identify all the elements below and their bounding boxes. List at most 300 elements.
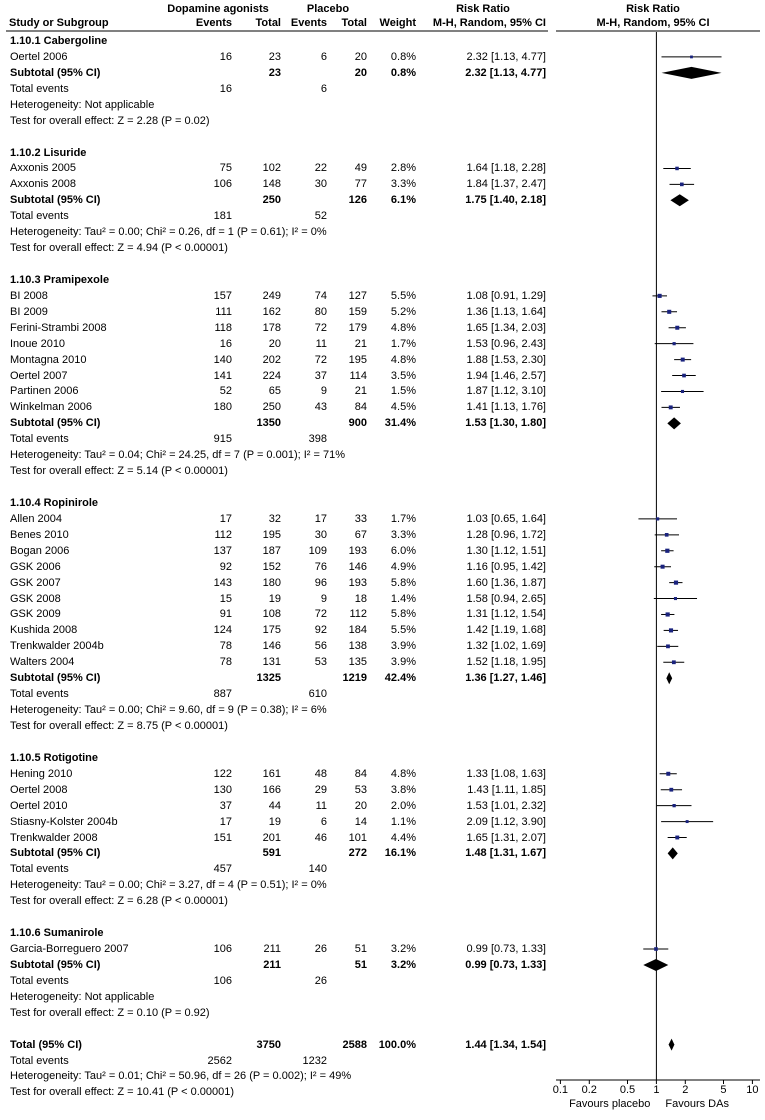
study-row-label: Benes 2010 <box>10 528 69 541</box>
pooled-diamond <box>666 672 672 684</box>
events-row-label: Total events <box>10 433 69 446</box>
effect-marker <box>661 565 665 569</box>
effect-marker <box>669 405 673 409</box>
pooled-diamond <box>667 417 681 429</box>
study-row-t1: 224 <box>262 369 281 382</box>
study-row-e1: 143 <box>213 576 232 589</box>
note-row-label: Test for overall effect: Z = 5.14 (P < 0.00001) <box>10 465 228 478</box>
events-row-label: Total events <box>10 210 69 223</box>
x-axis <box>556 32 760 1084</box>
pooled-diamond <box>669 1039 675 1051</box>
study-row-e1: 180 <box>213 401 232 414</box>
study-row-e2: 6 <box>320 50 327 63</box>
subtotal-row-t1: 1350 <box>256 417 281 430</box>
study-row-label: BI 2008 <box>10 289 48 302</box>
events-row-label: Total events <box>10 863 69 876</box>
ctrl-group-header: Placebo <box>306 3 350 15</box>
study-row-ci: 0.99 [0.73, 1.33] <box>466 943 546 955</box>
exp-total-header: Total <box>255 17 281 29</box>
study-row-e2: 37 <box>314 369 327 382</box>
ctrl-total-header: Total <box>341 17 367 29</box>
subtotal-row-t1: 23 <box>268 66 281 79</box>
study-row-w: 4.8% <box>390 767 416 780</box>
subtotal-row-ci: 1.44 [1.34, 1.54] <box>465 1038 546 1051</box>
study-row-ci: 1.03 [0.65, 1.64] <box>466 512 546 525</box>
study-row-w: 6.0% <box>390 544 416 557</box>
study-row-e2: 22 <box>314 162 327 175</box>
study-row-label: Axxonis 2008 <box>10 178 77 191</box>
study-row-t2: 49 <box>354 162 367 175</box>
study-row-w: 2.0% <box>390 799 416 812</box>
subtotal-row-t1: 1325 <box>256 672 281 685</box>
study-row-t1: 175 <box>262 624 281 637</box>
study-row-t2: 51 <box>354 943 367 955</box>
study-row-label: Oertel 2007 <box>10 369 68 382</box>
study-row-w: 1.7% <box>390 337 416 350</box>
study-row-t2: 159 <box>348 305 367 318</box>
effect-marker <box>672 804 675 807</box>
group-row-label: 1.10.6 Sumanirole <box>10 927 104 940</box>
study-row-e2: 29 <box>314 783 327 796</box>
x-tick-label: 1 <box>653 1084 660 1096</box>
group-row-label: 1.10.1 Cabergoline <box>10 35 108 47</box>
effect-marker <box>681 358 685 362</box>
study-row-e1: 16 <box>219 337 232 350</box>
subtotal-row-w: 3.2% <box>390 958 416 971</box>
study-row-w: 3.2% <box>390 943 416 955</box>
study-row-e1: 141 <box>213 369 232 382</box>
study-row-t1: 211 <box>263 943 281 955</box>
events-row-e2: 140 <box>308 863 327 876</box>
study-row-t1: 65 <box>268 385 281 398</box>
study-row-t1: 187 <box>262 544 281 557</box>
study-row-e2: 76 <box>314 560 327 573</box>
study-row-e1: 122 <box>213 767 232 780</box>
favours-right-label: Favours DAs <box>665 1098 729 1110</box>
study-row-label: Trenkwalder 2004b <box>10 640 104 653</box>
study-row-label: GSK 2009 <box>10 608 61 621</box>
study-row-e1: 140 <box>213 353 232 366</box>
study-row-ci: 1.65 [1.34, 2.03] <box>466 321 546 334</box>
effect-marker <box>666 644 670 648</box>
study-row-t2: 20 <box>354 50 367 63</box>
study-row-e1: 52 <box>219 385 232 398</box>
study-row-ci: 1.30 [1.12, 1.51] <box>466 544 546 557</box>
study-row-t1: 250 <box>262 401 281 414</box>
x-tick-label: 0.1 <box>552 1084 569 1096</box>
study-row-t2: 21 <box>354 385 367 398</box>
effect-marker <box>674 581 678 585</box>
subtotal-row-ci: 2.32 [1.13, 4.77] <box>465 66 546 79</box>
study-header: Study or Subgroup <box>9 17 109 29</box>
study-row-t1: 146 <box>262 640 281 653</box>
study-row-e1: 111 <box>215 305 232 318</box>
study-row-t1: 44 <box>268 799 281 812</box>
subtotal-row-t2: 1219 <box>342 672 367 685</box>
study-row-e2: 17 <box>314 512 327 525</box>
study-row-w: 5.2% <box>390 305 416 318</box>
events-row-label: Total events <box>10 1054 69 1067</box>
note-row-label: Heterogeneity: Tau² = 0.00; Chi² = 0.26, df = 1 (P = 0.61); I² = 0% <box>10 226 327 239</box>
subtotal-row-label: Subtotal (95% CI) <box>10 672 101 685</box>
study-row-t1: 202 <box>262 353 281 366</box>
study-row-w: 0.8% <box>390 50 416 63</box>
subtotal-row-label: Subtotal (95% CI) <box>10 194 101 207</box>
rr-plot-title-header: Risk Ratio <box>626 3 680 15</box>
study-row-e1: 78 <box>219 656 232 669</box>
events-row-e1: 2562 <box>207 1054 232 1067</box>
study-row-w: 5.5% <box>390 624 416 637</box>
effect-marker <box>675 326 679 330</box>
study-row-label: Axxonis 2005 <box>10 162 77 175</box>
study-row-e2: 48 <box>314 767 327 780</box>
events-row-e1: 457 <box>213 863 232 876</box>
study-row-t1: 180 <box>262 576 281 589</box>
study-row-label: Oertel 2010 <box>10 799 68 812</box>
study-row-label: Bogan 2006 <box>10 544 70 557</box>
study-row-e1: 16 <box>219 50 232 63</box>
ctrl-events-header: Events <box>290 17 327 29</box>
study-row-e1: 75 <box>219 162 232 175</box>
study-row-e2: 43 <box>314 401 327 414</box>
study-row-w: 1.1% <box>390 815 416 828</box>
group-row-label: 1.10.2 Lisuride <box>10 146 87 159</box>
study-row-e1: 91 <box>219 608 232 621</box>
subtotal-row-label: Total (95% CI) <box>10 1038 82 1051</box>
note-row-label: Test for overall effect: Z = 4.94 (P < 0.00001) <box>10 242 228 255</box>
study-row-w: 5.8% <box>390 608 416 621</box>
effect-marker <box>675 167 679 171</box>
study-row-e2: 53 <box>314 656 327 669</box>
study-row-e1: 17 <box>219 512 232 525</box>
study-row-ci: 1.36 [1.13, 1.64] <box>466 305 546 318</box>
study-row-w: 4.4% <box>390 831 416 844</box>
subtotal-row-t2: 272 <box>348 847 367 860</box>
study-row-label: BI 2009 <box>10 305 48 318</box>
effect-marker <box>669 788 673 792</box>
study-row-t2: 127 <box>348 289 367 302</box>
study-row-label: GSK 2006 <box>10 560 61 573</box>
weight-header: Weight <box>379 17 416 29</box>
subtotal-row-label: Subtotal (95% CI) <box>10 958 101 971</box>
subtotal-row-t2: 900 <box>348 417 367 430</box>
favours-left-label: Favours placebo <box>569 1098 651 1110</box>
plot-marks <box>638 56 721 1051</box>
study-row-e2: 26 <box>314 943 327 955</box>
study-row-t2: 14 <box>354 815 367 828</box>
group-row-label: 1.10.3 Pramipexole <box>10 273 110 286</box>
study-row-t1: 131 <box>262 656 281 669</box>
study-row-label: GSK 2007 <box>10 576 61 589</box>
study-row-t2: 21 <box>354 337 367 350</box>
study-row-t1: 20 <box>268 337 281 350</box>
pooled-diamond <box>661 67 721 79</box>
study-row-label: Allen 2004 <box>10 512 62 525</box>
study-row-ci: 1.53 [0.96, 2.43] <box>466 337 546 350</box>
subtotal-row-t1: 250 <box>262 194 281 207</box>
study-row-t2: 77 <box>354 178 367 191</box>
rr-plot-method-header: M-H, Random, 95% CI <box>596 17 710 29</box>
subtotal-row-w: 100.0% <box>378 1038 416 1051</box>
subtotal-row-label: Subtotal (95% CI) <box>10 417 101 430</box>
study-row-t1: 162 <box>262 305 281 318</box>
study-row-label: Trenkwalder 2008 <box>10 831 98 844</box>
study-row-label: Inoue 2010 <box>10 337 66 350</box>
study-row-e2: 92 <box>314 624 327 637</box>
effect-marker <box>680 183 684 187</box>
study-row-e2: 11 <box>315 799 327 812</box>
note-row-label: Test for overall effect: Z = 2.28 (P = 0.02) <box>10 114 210 127</box>
subtotal-row-w: 31.4% <box>384 417 416 430</box>
study-row-t1: 102 <box>262 162 281 175</box>
study-row-w: 1.4% <box>390 592 416 605</box>
study-row-ci: 1.60 [1.36, 1.87] <box>466 576 546 589</box>
note-row-label: Test for overall effect: Z = 8.75 (P < 0.00001) <box>10 719 228 732</box>
study-row-t2: 53 <box>354 783 367 796</box>
study-row-t1: 23 <box>268 50 281 63</box>
study-row-e1: 137 <box>213 544 232 557</box>
events-row-e1: 181 <box>213 210 232 223</box>
study-row-e1: 15 <box>219 592 232 605</box>
effect-marker <box>669 628 673 632</box>
study-row-e1: 151 <box>213 831 232 844</box>
study-row-w: 4.8% <box>390 321 416 334</box>
study-row-ci: 1.33 [1.08, 1.63] <box>466 767 546 780</box>
x-tick-label: 2 <box>682 1084 689 1096</box>
study-row-label: Oertel 2008 <box>10 783 68 796</box>
subtotal-row-t1: 211 <box>263 958 281 971</box>
study-row-label: Oertel 2006 <box>10 50 68 63</box>
study-row-ci: 1.64 [1.18, 2.28] <box>466 162 546 175</box>
study-row-e1: 124 <box>213 624 232 637</box>
study-row-e2: 109 <box>308 544 327 557</box>
note-row-label: Heterogeneity: Not applicable <box>10 990 155 1003</box>
study-row-e2: 6 <box>320 815 327 828</box>
effect-marker <box>666 772 670 776</box>
study-row-t2: 101 <box>348 831 367 844</box>
study-row-w: 3.3% <box>390 528 416 541</box>
events-row-label: Total events <box>10 974 69 987</box>
subtotal-row-t2: 51 <box>354 958 367 971</box>
note-row-label: Heterogeneity: Tau² = 0.00; Chi² = 9.60, df = 9 (P = 0.38); I² = 6% <box>10 704 327 717</box>
effect-marker <box>673 342 676 345</box>
study-row-w: 4.8% <box>390 353 416 366</box>
events-row-e1: 887 <box>213 688 232 701</box>
study-row-label: Kushida 2008 <box>10 624 78 637</box>
study-row-e2: 72 <box>314 608 327 621</box>
events-row-e2: 398 <box>308 433 327 446</box>
exp-group-header: Dopamine agonists <box>167 3 269 15</box>
study-row-w: 1.5% <box>390 385 416 398</box>
x-tick-label: 10 <box>746 1084 759 1096</box>
study-row-ci: 2.32 [1.13, 4.77] <box>466 50 546 63</box>
study-row-ci: 1.31 [1.12, 1.54] <box>466 608 546 621</box>
note-row-label: Test for overall effect: Z = 0.10 (P = 0.92) <box>10 1006 210 1019</box>
subtotal-row-t2: 20 <box>354 66 367 79</box>
study-row-t2: 18 <box>354 592 367 605</box>
effect-marker <box>666 612 670 616</box>
effect-marker <box>665 533 669 537</box>
x-tick-label: 0.2 <box>581 1084 597 1096</box>
study-row-t1: 249 <box>262 289 281 302</box>
subtotal-row-ci: 1.36 [1.27, 1.46] <box>465 672 546 685</box>
study-row-t1: 19 <box>268 815 281 828</box>
study-row-t2: 114 <box>349 369 367 382</box>
effect-marker <box>667 310 671 314</box>
effect-marker <box>674 597 677 600</box>
study-row-ci: 1.84 [1.37, 2.47] <box>466 178 546 191</box>
events-row-e1: 16 <box>219 82 232 95</box>
study-row-label: Winkelman 2006 <box>10 401 92 414</box>
study-row-t1: 32 <box>268 512 281 525</box>
study-row-e1: 112 <box>214 528 232 541</box>
study-row-ci: 1.16 [0.95, 1.42] <box>466 560 546 573</box>
effect-marker <box>681 390 684 393</box>
study-row-e2: 96 <box>314 576 327 589</box>
study-row-t2: 84 <box>354 767 367 780</box>
note-row-label: Heterogeneity: Tau² = 0.04; Chi² = 24.25, df = 7 (P = 0.001); I² = 71% <box>10 449 345 462</box>
study-row-t1: 201 <box>262 831 281 844</box>
study-row-label: Walters 2004 <box>10 656 75 669</box>
effect-marker <box>658 294 662 298</box>
study-row-t1: 19 <box>268 592 281 605</box>
study-row-label: Partinen 2006 <box>10 385 79 398</box>
subtotal-row-t2: 2588 <box>342 1038 367 1051</box>
study-row-t2: 179 <box>348 321 367 334</box>
study-row-t2: 184 <box>348 624 367 637</box>
study-row-ci: 1.43 [1.11, 1.85] <box>467 783 546 796</box>
study-row-ci: 1.42 [1.19, 1.68] <box>466 624 546 637</box>
study-row-ci: 1.65 [1.31, 2.07] <box>466 831 546 844</box>
study-row-e2: 9 <box>320 592 327 605</box>
study-row-e2: 9 <box>320 385 327 398</box>
study-row-ci: 2.09 [1.12, 3.90] <box>466 815 546 828</box>
effect-marker <box>672 660 676 664</box>
note-row-label: Test for overall effect: Z = 10.41 (P < 0.00001) <box>10 1086 235 1099</box>
study-row-t1: 152 <box>262 560 281 573</box>
study-row-t1: 148 <box>262 178 281 191</box>
effect-marker <box>654 947 658 951</box>
subtotal-row-t2: 126 <box>348 194 367 207</box>
study-row-t1: 178 <box>262 321 281 334</box>
study-row-ci: 1.32 [1.02, 1.69] <box>466 640 546 653</box>
study-row-t2: 67 <box>354 528 367 541</box>
study-row-e1: 118 <box>214 321 232 334</box>
subtotal-row-label: Subtotal (95% CI) <box>10 66 101 79</box>
study-row-ci: 1.87 [1.12, 3.10] <box>466 385 546 398</box>
subtotal-row-w: 16.1% <box>384 847 416 860</box>
effect-marker <box>686 820 689 823</box>
effect-marker <box>675 836 679 840</box>
subtotal-row-ci: 1.48 [1.31, 1.67] <box>465 847 546 860</box>
study-row-t1: 166 <box>262 783 281 796</box>
study-row-e2: 30 <box>314 528 327 541</box>
events-row-label: Total events <box>10 688 69 701</box>
study-row-w: 4.5% <box>390 401 416 414</box>
subtotal-row-w: 0.8% <box>390 66 416 79</box>
rr-method-header: M-H, Random, 95% CI <box>432 17 546 29</box>
study-row-t2: 146 <box>348 560 367 573</box>
study-row-w: 3.3% <box>390 178 416 191</box>
effect-marker <box>682 374 686 378</box>
study-row-ci: 1.28 [0.96, 1.72] <box>466 528 546 541</box>
study-row-t1: 161 <box>262 767 281 780</box>
group-row-label: 1.10.5 Rotigotine <box>10 751 99 764</box>
study-row-t2: 193 <box>348 576 367 589</box>
study-row-e2: 46 <box>314 831 327 844</box>
study-row-t2: 20 <box>354 799 367 812</box>
pooled-diamond <box>668 847 678 859</box>
note-row-label: Heterogeneity: Tau² = 0.00; Chi² = 3.27, df = 4 (P = 0.51); I² = 0% <box>10 879 327 892</box>
study-row-ci: 1.94 [1.46, 2.57] <box>466 369 546 382</box>
subtotal-row-w: 6.1% <box>390 194 416 207</box>
study-row-e1: 106 <box>213 178 232 191</box>
study-row-e1: 106 <box>213 943 232 955</box>
study-row-label: GSK 2008 <box>10 592 61 605</box>
subtotal-row-ci: 0.99 [0.73, 1.33] <box>465 958 546 971</box>
note-row-label: Heterogeneity: Tau² = 0.01; Chi² = 50.96, df = 26 (P = 0.002); I² = 49% <box>10 1070 352 1083</box>
study-row-w: 3.5% <box>390 369 416 382</box>
study-row-w: 3.9% <box>390 640 416 653</box>
events-row-e2: 52 <box>314 210 327 223</box>
study-row-label: Montagna 2010 <box>10 353 87 366</box>
study-row-e2: 30 <box>314 178 327 191</box>
pooled-diamond <box>643 959 668 971</box>
study-row-e2: 72 <box>314 353 327 366</box>
events-row-e2: 6 <box>320 82 327 95</box>
study-row-t2: 112 <box>349 608 367 621</box>
study-row-t1: 108 <box>262 608 281 621</box>
note-row-label: Test for overall effect: Z = 6.28 (P < 0.00001) <box>10 895 228 908</box>
study-row-label: Garcia-Borreguero 2007 <box>10 943 129 955</box>
study-row-t2: 33 <box>354 512 367 525</box>
study-row-e1: 92 <box>219 560 232 573</box>
study-row-t2: 138 <box>348 640 367 653</box>
study-row-w: 5.8% <box>390 576 416 589</box>
subtotal-row-label: Subtotal (95% CI) <box>10 847 101 860</box>
events-row-e2: 26 <box>314 974 327 987</box>
pooled-diamond <box>670 194 688 206</box>
study-row-t2: 195 <box>348 353 367 366</box>
group-row-label: 1.10.4 Ropinirole <box>10 496 99 509</box>
events-row-e2: 1232 <box>302 1054 327 1067</box>
study-row-w: 5.5% <box>390 289 416 302</box>
x-tick-label: 0.5 <box>619 1084 636 1096</box>
subtotal-row-w: 42.4% <box>384 672 416 685</box>
exp-events-header: Events <box>195 17 232 29</box>
effect-marker <box>665 549 669 553</box>
study-row-ci: 1.88 [1.53, 2.30] <box>466 353 546 366</box>
events-row-e1: 106 <box>213 974 232 987</box>
subtotal-row-t1: 591 <box>262 847 281 860</box>
events-row-label: Total events <box>10 82 69 95</box>
study-row-e1: 17 <box>219 815 232 828</box>
study-row-w: 1.7% <box>390 512 416 525</box>
events-row-e2: 610 <box>308 688 327 701</box>
study-row-label: Hening 2010 <box>10 767 73 780</box>
study-row-w: 3.8% <box>390 783 416 796</box>
study-row-ci: 1.41 [1.13, 1.76] <box>466 401 546 414</box>
study-row-ci: 1.53 [1.01, 2.32] <box>466 799 546 812</box>
study-row-label: Ferini-Strambi 2008 <box>10 321 107 334</box>
study-row-w: 4.9% <box>390 560 416 573</box>
events-row-e1: 915 <box>213 433 232 446</box>
rr-title-header: Risk Ratio <box>456 3 510 15</box>
study-row-w: 2.8% <box>390 162 416 175</box>
x-tick-label: 5 <box>720 1084 727 1096</box>
study-row-ci: 1.08 [0.91, 1.29] <box>466 289 546 302</box>
study-row-ci: 1.52 [1.18, 1.95] <box>466 656 546 669</box>
